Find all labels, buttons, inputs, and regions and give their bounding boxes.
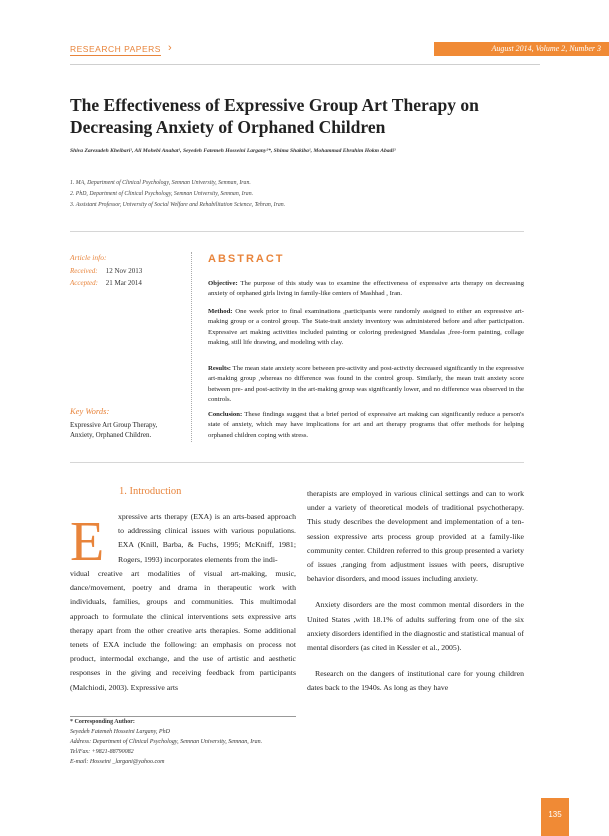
- conclusion-label: Conclusion:: [208, 411, 243, 418]
- abstract-method: [208, 307, 524, 349]
- intro-paragraph-2: therapists are employed in various clinical settings and can to work under a variety of theoretical models of traditional psychotherapy. This study describes the development and implementation of a ten-session expressive arts process group provided at a family-like community center. Children referred to this group presented a variety of issues ,ranging from adjustment issues with peers, disruptive behavior disorders, and mood issues including anxiety.: [307, 489, 524, 584]
- received-row: [70, 267, 142, 275]
- affiliation-3: 3. Assistant Professor, University of Social Welfare and Rehabilitation Science, Tehran, Iran.: [70, 202, 286, 208]
- header-divider: [70, 64, 540, 65]
- conclusion-text: These findings suggest that a brief period of expressive art making can significantly reduce a person's state of anxiety, which may have implications for art and art therapy programs that offer methods for helping orphaned children coping with stress.: [208, 411, 524, 439]
- objective-label: Objective:: [208, 280, 238, 287]
- method-label: Method:: [208, 308, 233, 315]
- abstract-results: [208, 364, 524, 406]
- affiliation-2: 2. PhD, Department of Clinical Psychology, Semnan University, Semnan, Iran.: [70, 191, 254, 197]
- issue-banner: August 2014, Volume 2, Number 3: [434, 42, 609, 56]
- intro-paragraph-4: Research on the dangers of institutional care for young children dates back to the 1940s. As long as they have: [307, 669, 524, 693]
- intro-left-top: [118, 510, 296, 567]
- corresponding-email: E-mail: Hosseini _largani@yahoo.com: [70, 759, 165, 765]
- results-text: The mean state anxiety score between pre-activity and post-activity decreased significantly in the expressive art-making group ,whereas no difference was found in the control group. Similarly, the mean trait anxiety score between pre- and post-activity in the art-making group was significantly lower, and no difference was observed in the controls.: [208, 365, 524, 404]
- paper-title: The Effectiveness of Expressive Group Art Therapy on Decreasing Anxiety of Orphaned Children: [70, 95, 479, 137]
- author-list: Shiva Zarezadeh Kheibari¹, Ali Mohebi Anabat¹, Seyedeh Fatemeh Hosseini Largany²*, Shima Shakiba¹, Mohammad Ebrahim Hokm Abadi³: [70, 148, 396, 154]
- corresponding-tel: Tel/Fax: +9821-88790082: [70, 749, 134, 755]
- affiliation-1: 1. MA, Department of Clinical Psychology, Semnan University, Semnan, Iran.: [70, 180, 251, 186]
- method-text: One week prior to final examinations ,participants were randomly assigned to either an expressive art-making group or a control group. The State-trait anxiety inventory was administered before and after participation. Expressive art making activities included painting or coloring predesigned Mandalas ,free-form painting, collage making, still life drawing, and modeling with clay.: [208, 308, 524, 347]
- corresponding-name: Seyedeh Fatemeh Hosseini Largany, PhD: [70, 729, 170, 735]
- keywords-text: Expressive Art Group Therapy, Anxiety, Orphaned Children.: [70, 421, 158, 439]
- introduction-heading: 1. Introduction: [119, 486, 182, 497]
- results-label: Results:: [208, 365, 232, 372]
- corresponding-address: Address: Department of Clinical Psychology, Semnan University, Semnan, Iran.: [70, 739, 263, 745]
- intro-paragraph-1a: xpressive arts therapy (EXA) is an arts-based approach to addressing clinical issues with various populations. EXA (Knill, Barba, & Fuchs, 1995; McKniff, 1981; Rogers, 1993) incorporates elements from the indi-: [118, 512, 296, 564]
- section-tag: RESEARCH PAPERS: [70, 44, 161, 54]
- divider-top: [70, 231, 524, 232]
- footnote-divider: [70, 716, 296, 717]
- info-column-divider: [191, 252, 192, 442]
- accepted-label: Accepted:: [70, 279, 98, 287]
- page-number: 135: [541, 798, 569, 836]
- abstract-conclusion: [208, 410, 524, 441]
- received-label: Received:: [70, 267, 98, 275]
- drop-cap: E: [70, 511, 105, 573]
- intro-paragraph-3: Anxiety disorders are the most common mental disorders in the United States ,with 18.1% of adults suffering from one of the six anxiety disorders identified in the diagnostic and statistical manual of mental disorders (as cited in Kessler et al., 2005).: [307, 600, 524, 653]
- intro-left-rest: [70, 567, 296, 695]
- corresponding-label: * Corresponding Author:: [70, 719, 135, 725]
- intro-right-column: [307, 487, 524, 696]
- keywords-heading: Key Words:: [70, 406, 110, 416]
- accepted-row: [70, 279, 142, 287]
- objective-text: The purpose of this study was to examine the effectiveness of expressive arts therapy on decreasing anxiety of orphaned girls living in family-like centers of Mashhad , Iran.: [208, 280, 524, 298]
- divider-bottom: [70, 462, 524, 463]
- received-date: 12 Nov 2013: [105, 267, 143, 275]
- article-info-heading: Article info:: [70, 253, 107, 262]
- chevron-right-icon: ›: [168, 42, 172, 54]
- intro-paragraph-1b: vidual creative art modalities of visual art-making, music, dance/movement, poetry and drama in therapeutic work with individuals, families, groups and communities. This multimodal approach to formulate the clinical interventions sets expressive arts therapy apart from the other creative arts therapies. Some additional tenets of EXA include the following: an emphasis on process not product, intermodal exchange, and the use of artistic and aesthetic responses in the giving and receiving feedback from participants (Malchiodi, 2003). Expressive arts: [70, 569, 296, 692]
- abstract-objective: [208, 279, 524, 300]
- abstract-heading: ABSTRACT: [208, 253, 285, 265]
- accepted-date: 21 Mar 2014: [105, 279, 142, 287]
